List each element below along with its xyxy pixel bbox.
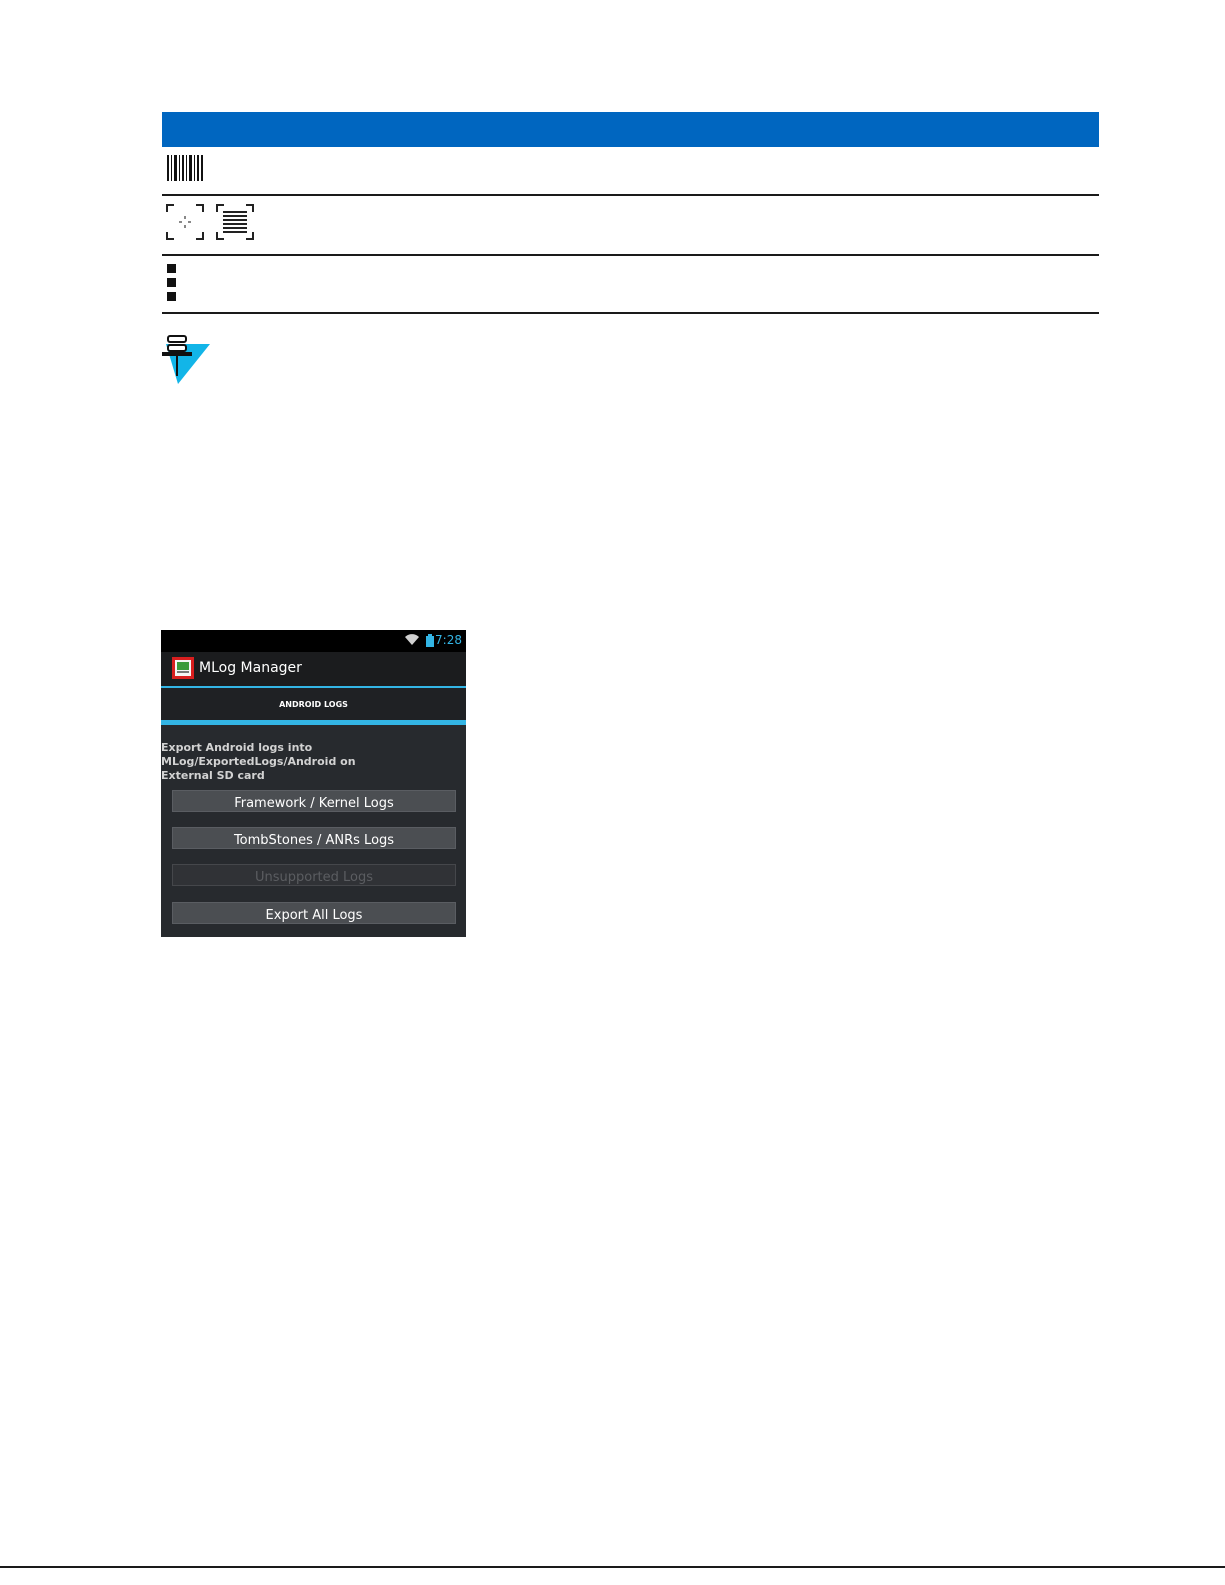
status-bar xyxy=(161,630,466,652)
table-row xyxy=(162,147,1099,196)
icon-table xyxy=(162,112,1099,314)
app-title: MLog Manager xyxy=(199,660,302,676)
battery-icon xyxy=(426,634,434,647)
scan-list-icon xyxy=(216,204,254,240)
note-pin-icon xyxy=(160,334,212,386)
overflow-menu-icon xyxy=(166,264,178,302)
wifi-icon xyxy=(405,634,419,646)
status-time: 7:28 xyxy=(435,633,462,647)
mlog-manager-screenshot xyxy=(161,630,466,937)
action-bar xyxy=(161,652,466,688)
mlog-app-icon[interactable] xyxy=(172,657,194,679)
tab-android-logs[interactable] xyxy=(161,688,466,725)
tab-label: ANDROID LOGS xyxy=(279,700,348,709)
table-row xyxy=(162,196,1099,256)
tombstones-anrs-logs-button[interactable]: TombStones / ANRs Logs xyxy=(172,827,456,849)
framework-kernel-logs-button[interactable]: Framework / Kernel Logs xyxy=(172,790,456,812)
export-description: Export Android logs into MLog/ExportedLogs/Android on External SD card xyxy=(161,741,356,782)
export-all-logs-button[interactable]: Export All Logs xyxy=(172,902,456,924)
page-footer-rule xyxy=(0,1566,1225,1568)
table-header xyxy=(162,112,1099,147)
unsupported-logs-button: Unsupported Logs xyxy=(172,864,456,886)
table-row xyxy=(162,256,1099,314)
barcode-icon xyxy=(166,155,204,181)
scan-target-icon xyxy=(166,204,204,240)
